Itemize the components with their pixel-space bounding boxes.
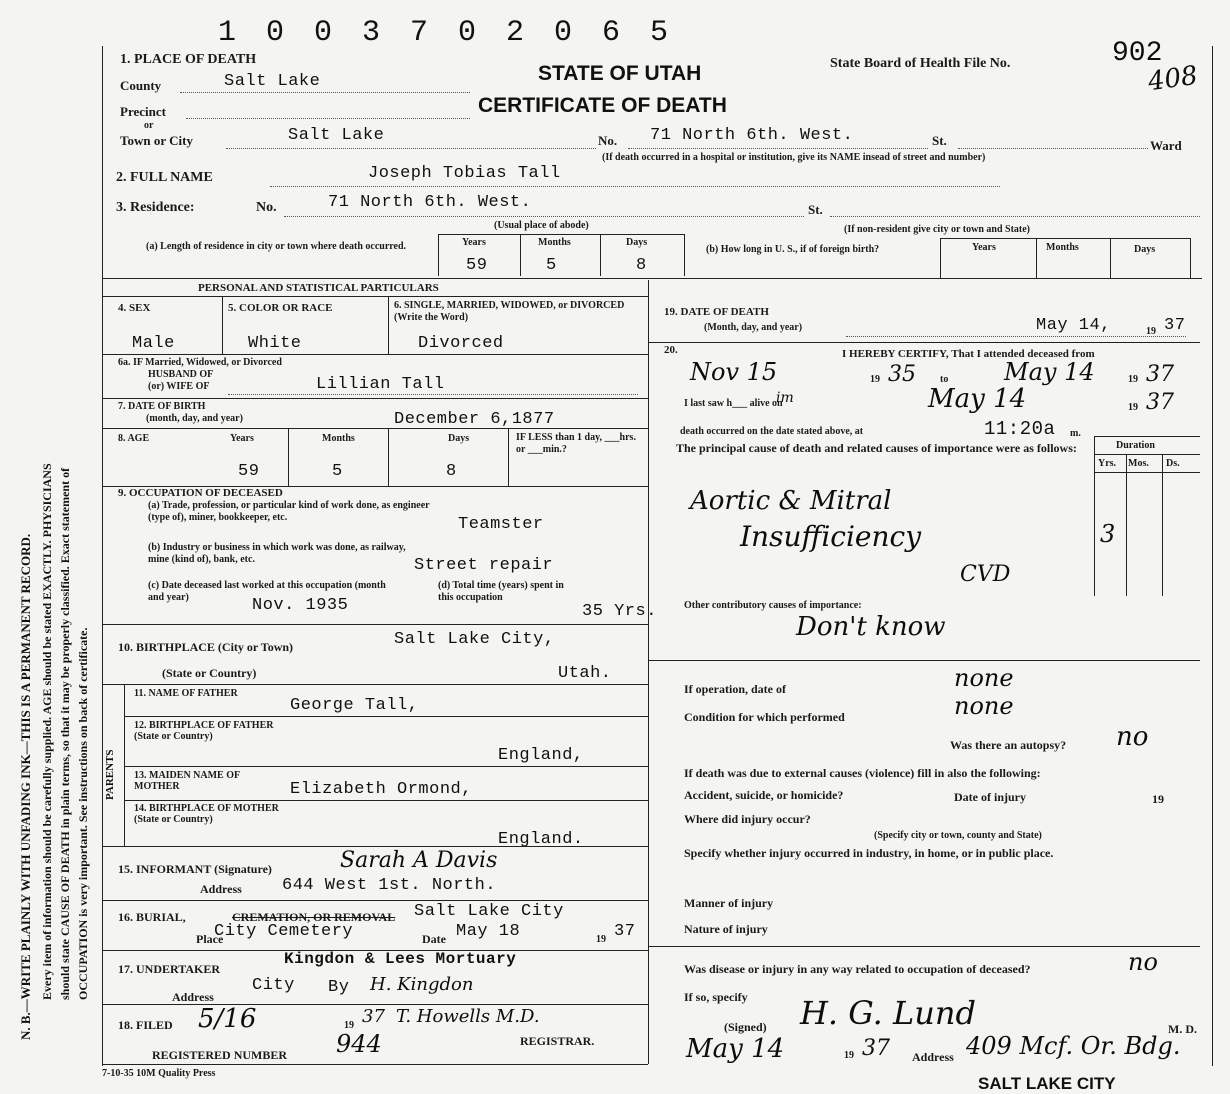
industry-b-label: (b) Industry or business in which work was done, as railway, mine (kind of), bank, etc. <box>148 542 406 565</box>
attended-to: May 14 <box>1004 358 1095 386</box>
date-of-death-year: 37 <box>1164 316 1186 335</box>
or-label: or <box>144 120 154 131</box>
last-saw-year-prefix: 19 <box>1128 402 1138 413</box>
county-value: Salt Lake <box>224 72 321 91</box>
autopsy-label: Was there an autopsy? <box>950 738 1067 752</box>
age-months: 5 <box>332 462 343 481</box>
last-worked-value: Nov. 1935 <box>252 596 349 615</box>
certify-number: 20. <box>664 344 678 356</box>
undertaker-address-value: City <box>252 976 295 995</box>
file-no-alt: 408 <box>1146 60 1200 98</box>
residence-years: 59 <box>466 256 488 275</box>
burial-city: Salt Lake City <box>414 902 564 921</box>
informant-signature: Sarah A Davis <box>340 848 498 873</box>
undertaker-by-label: By <box>328 978 350 997</box>
residence-months-header: Months <box>538 237 571 248</box>
where-injury-label: Where did injury occur? <box>684 812 811 826</box>
external-causes-label: If death was due to external causes (violence) fill in also the following: <box>684 766 1041 780</box>
city-stamp: SALT LAKE CITY <box>978 1074 1116 1093</box>
informant-address-value: 644 West 1st. North. <box>282 876 497 895</box>
attended-from-year-prefix: 19 <box>870 374 880 385</box>
attended-from: Nov 15 <box>690 358 778 386</box>
burial-label: 16. BURIAL, <box>118 910 186 924</box>
informant-address-label: Address <box>200 882 242 896</box>
us-months-header: Months <box>1046 242 1079 253</box>
last-saw-pronoun: im <box>776 390 794 406</box>
cause-line-3: CVD <box>960 562 1011 587</box>
age-days-header: Days <box>448 433 470 444</box>
abode-note: (Usual place of abode) <box>494 220 589 231</box>
burial-year: 37 <box>614 922 636 941</box>
residence-no-label: No. <box>256 200 277 215</box>
personal-section-title: PERSONAL AND STATISTICAL PARTICULARS <box>198 282 439 294</box>
physician-address-label: Address <box>912 1050 954 1064</box>
father-birthplace-value: England, <box>498 746 584 765</box>
mother-birthplace-value: England. <box>498 830 584 849</box>
attended-from-year: 35 <box>888 362 916 387</box>
undertaker-value: Kingdon & Lees Mortuary <box>284 950 517 968</box>
residence-months: 5 <box>546 256 557 275</box>
mother-birthplace-label: 14. BIRTHPLACE OF MOTHER (State or Country) <box>134 803 279 825</box>
registered-number-label: REGISTERED NUMBER <box>152 1048 288 1062</box>
duration-yrs-header: Yrs. <box>1098 458 1117 469</box>
physician-signature: H. G. Lund <box>800 994 976 1032</box>
duration-mos-header: Mos. <box>1128 458 1149 469</box>
injury-date-label: Date of injury <box>954 790 1026 804</box>
spouse-value: Lillian Tall <box>316 375 445 394</box>
file-no: 902 <box>1112 38 1163 69</box>
occupation-label: 9. OCCUPATION OF DECEASED <box>118 487 283 499</box>
last-saw-label: I last saw h___ alive on <box>684 398 783 409</box>
physician-address-value: 409 Mcf. Or. Bdg. <box>966 1032 1181 1060</box>
date-of-death-sub: (Month, day, and year) <box>704 322 803 333</box>
spouse-label-2: HUSBAND OF <box>148 369 214 380</box>
registrar-label: REGISTRAR. <box>520 1034 595 1048</box>
mother-name-value: Elizabeth Ormond, <box>290 780 472 799</box>
occupation-a-label: (a) Trade, profession, or particular kind of work done, as engineer (type of), miner, bookkeeper, etc. <box>148 500 430 523</box>
undertaker-label: 17. UNDERTAKER <box>118 962 221 976</box>
us-years-header: Years <box>972 242 996 253</box>
age-years-header: Years <box>230 433 254 444</box>
nature-label: Nature of injury <box>684 922 768 936</box>
age-years: 59 <box>238 462 260 481</box>
filed-year-prefix: 19 <box>344 1020 354 1031</box>
less-than-day-label: IF LESS than 1 day, ___hrs. or ___min.? <box>516 432 636 455</box>
mother-name-label: 13. MAIDEN NAME OF MOTHER <box>134 770 240 792</box>
nonres-note: (If non-resident give city or town and State) <box>844 224 1031 235</box>
other-causes-value: Don't know <box>796 612 946 642</box>
attended-to-label: to <box>940 374 949 385</box>
full-name-value: Joseph Tobias Tall <box>368 164 561 183</box>
father-birthplace-label: 12. BIRTHPLACE OF FATHER (State or Country) <box>134 720 274 742</box>
us-residence-label: (b) How long in U. S., if of foreign birth? <box>706 244 880 255</box>
age-days: 8 <box>446 462 457 481</box>
burial-strike-label: CREMATION, OR REMOVAL <box>232 910 396 924</box>
residence-label: 3. Residence: <box>116 200 195 215</box>
informant-label: 15. INFORMANT (Signature) <box>118 862 272 876</box>
burial-place-label: Place <box>196 932 224 946</box>
race-value: White <box>248 334 302 353</box>
manner-label: Manner of injury <box>684 896 774 910</box>
attended-to-year: 37 <box>1146 362 1174 387</box>
full-name-label: 2. FULL NAME <box>116 170 213 185</box>
city-value: Salt Lake <box>288 126 385 145</box>
if-so-label: If so, specify <box>684 990 748 1004</box>
dob-sub: (month, day, and year) <box>146 413 243 424</box>
dob-label: 7. DATE OF BIRTH <box>118 401 206 412</box>
street-no-label: No. <box>598 133 618 148</box>
operation-label: If operation, date of <box>684 682 786 696</box>
autopsy-value: no <box>1116 722 1149 752</box>
serial-number: 1 0 0 3 7 0 2 0 6 5 <box>218 16 675 50</box>
signed-date: May 14 <box>686 1034 785 1064</box>
cause-duration: 3 <box>1100 520 1116 548</box>
age-months-header: Months <box>322 433 355 444</box>
street-value: 71 North 6th. West. <box>650 126 854 145</box>
date-of-death-value: May 14, <box>1036 316 1111 335</box>
last-worked-c-label: (c) Date deceased last worked at this occupation (month and year) <box>148 580 386 603</box>
city-label: Town or City <box>120 133 193 148</box>
file-no-label: State Board of Health File No. <box>830 56 1011 71</box>
duration-ds-header: Ds. <box>1166 458 1180 469</box>
date-of-death-label: 19. DATE OF DEATH <box>664 306 769 318</box>
total-time-d-label: (d) Total time (years) spent in this occupation <box>438 580 564 603</box>
sidebar-line-3: should state CAUSE OF DEATH in plain terms, so that it may be properly classified. Exact statement of <box>58 467 72 1000</box>
st-label: St. <box>932 133 947 148</box>
burial-date-label: Date <box>422 932 446 946</box>
birthplace-state: Utah. <box>558 664 612 683</box>
dob-value: December 6,1877 <box>394 410 555 429</box>
place-of-death-label: 1. PLACE OF DEATH <box>120 52 257 67</box>
attended-to-year-prefix: 19 <box>1128 374 1138 385</box>
occurred-at-label: death occurred on the date stated above, at <box>680 426 864 437</box>
certify-label: I HEREBY CERTIFY, That I attended deceased from <box>842 348 1095 360</box>
race-label: 5. COLOR OR RACE <box>228 302 333 314</box>
signed-year: 37 <box>862 1036 890 1061</box>
hospital-note: (If death occurred in a hospital or institution, give its NAME insead of street and number) <box>602 152 986 163</box>
accident-label: Accident, suicide, or homicide? <box>684 788 844 802</box>
burial-place-value: City Cemetery <box>214 922 354 941</box>
form-footer: 7-10-35 10M Quality Press <box>102 1068 216 1079</box>
registrar-signature: T. Howells M.D. <box>396 1006 540 1027</box>
condition-label: Condition for which performed <box>684 710 845 724</box>
county-label: County <box>120 78 162 93</box>
filed-value: 5/16 <box>198 1004 257 1034</box>
specify-location-note: (Specify city or town, county and State) <box>874 830 1042 841</box>
spouse-label-1: 6a. IF Married, Widowed, or Divorced <box>118 357 282 368</box>
father-name-value: George Tall, <box>290 696 419 715</box>
filed-year: 37 <box>362 1006 385 1027</box>
state-title: STATE OF UTAH <box>538 62 702 85</box>
residence-days-header: Days <box>626 237 648 248</box>
certificate-title: CERTIFICATE OF DEATH <box>478 94 727 117</box>
last-saw-date: May 14 <box>928 384 1027 414</box>
signed-label: (Signed) <box>724 1020 767 1034</box>
sidebar-line-4: OCCUPATION is very important. See instructions on back of certificate. <box>76 627 90 1000</box>
us-days-header: Days <box>1134 244 1156 255</box>
marital-value: Divorced <box>418 334 504 353</box>
operation-value: none <box>954 664 1014 692</box>
length-of-residence-label: (a) Length of residence in city or town where death occurred. <box>146 241 407 252</box>
birthplace-city: Salt Lake City, <box>394 630 555 649</box>
registered-number-value: 944 <box>336 1030 382 1058</box>
burial-year-prefix: 19 <box>596 934 606 945</box>
time-of-death: 11:20a <box>984 418 1056 440</box>
md-label: M. D. <box>1168 1022 1197 1036</box>
cause-label: The principal cause of death and related causes of importance were as follows: <box>676 441 1077 455</box>
residence-days: 8 <box>636 256 647 275</box>
cause-line-2: Insufficiency <box>740 520 922 553</box>
birthplace-state-label: (State or Country) <box>162 666 257 680</box>
spouse-label-3: (or) WIFE OF <box>148 381 210 392</box>
occupation-related-label: Was disease or injury in any way related to occupation of deceased? <box>684 962 1031 976</box>
occupation-related-value: no <box>1128 948 1158 976</box>
last-saw-year: 37 <box>1146 390 1174 415</box>
injury-year-prefix: 19 <box>1152 792 1164 806</box>
parents-label: PARENTS <box>104 749 116 800</box>
burial-date-value: May 18 <box>456 922 521 941</box>
other-causes-label: Other contributory causes of importance: <box>684 600 862 611</box>
cause-line-1: Aortic & Mitral <box>690 486 892 516</box>
filed-label: 18. FILED <box>118 1018 173 1032</box>
total-time-value: 35 Yrs. <box>582 602 657 621</box>
industry-value: Street repair <box>414 556 554 575</box>
birthplace-label: 10. BIRTHPLACE (City or Town) <box>118 640 294 654</box>
residence-value: 71 North 6th. West. <box>328 193 532 212</box>
sex-label: 4. SEX <box>118 302 151 314</box>
signed-year-prefix: 19 <box>844 1050 854 1061</box>
marital-label: 6. SINGLE, MARRIED, WIDOWED, or DIVORCED (Write the Word) <box>394 300 625 323</box>
ward-label: Ward <box>1150 138 1182 153</box>
specify-place-label: Specify whether injury occurred in industry, in home, or in public place. <box>684 846 1054 860</box>
sex-value: Male <box>132 334 175 353</box>
residence-years-header: Years <box>462 237 486 248</box>
age-label: 8. AGE <box>118 433 150 444</box>
father-name-label: 11. NAME OF FATHER <box>134 688 238 699</box>
undertaker-signature: H. Kingdon <box>370 974 474 995</box>
condition-value: none <box>954 692 1014 720</box>
time-m-label: m. <box>1070 428 1081 439</box>
date-of-death-year-prefix: 19 <box>1146 326 1156 337</box>
sidebar-line-2: Every item of information should be carefully supplied. AGE should be stated EXACTLY. PHYSICIANS <box>40 463 54 1000</box>
residence-st-label: St. <box>808 202 823 217</box>
precinct-label: Precinct <box>120 104 166 119</box>
duration-header: Duration <box>1116 440 1155 451</box>
sidebar-line-1: N. B.—WRITE PLAINLY WITH UNFADING INK—THIS IS A PERMANENT RECORD. <box>18 533 33 1040</box>
undertaker-address-label: Address <box>172 990 214 1004</box>
occupation-value: Teamster <box>458 515 544 534</box>
